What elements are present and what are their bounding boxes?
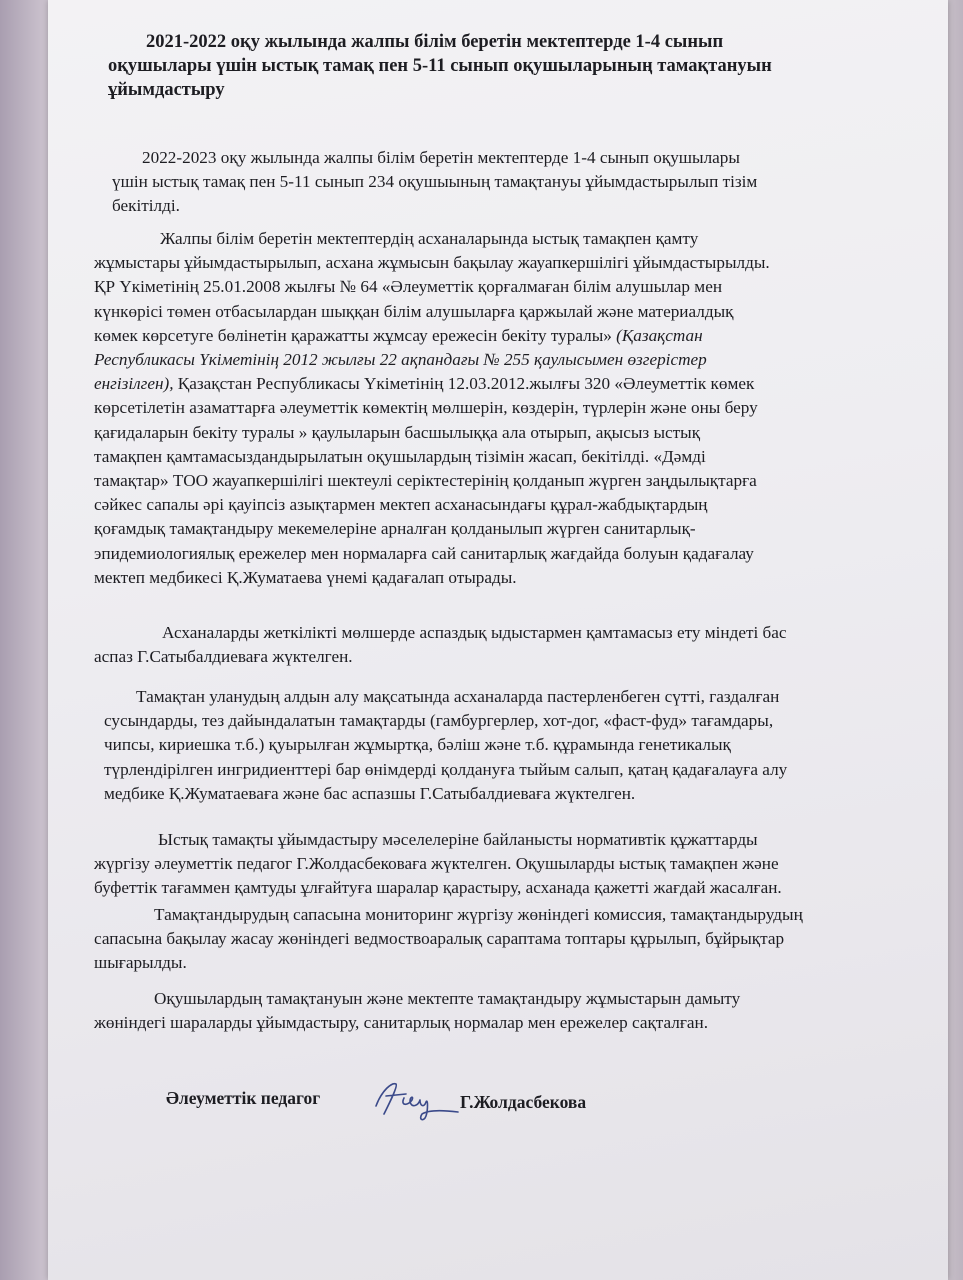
text-line: жүргізу әлеуметтік педагог Г.Жолдасбековаға жүктелген. Оқушыларды ыстық тамақпен және <box>94 854 779 874</box>
handwritten-signature-icon <box>362 1076 462 1124</box>
text-line: күнкөрісі төмен отбасылардан шыққан білім алушыларға қаржылай және материалдық <box>94 301 734 321</box>
text-segment: Қазақстан Республикасы Үкіметінің 12.03.2012.жылғы 320 «Әлеуметтік көмек <box>177 374 755 394</box>
text-line: үшін ыстық тамақ пен 5-11 сынып 234 оқушыының тамақтануы ұйымдастырылып тізім <box>112 172 758 192</box>
document-sheet <box>48 0 948 1280</box>
italic-segment: енгізілген), <box>94 374 174 394</box>
text-line: Ыстық тамақты ұйымдастыру мәселелеріне байланысты нормативтік құжаттарды <box>158 830 758 849</box>
document-heading <box>108 30 888 102</box>
paragraph-1 <box>112 146 902 219</box>
text-line: ҚР Үкіметінің 25.01.2008 жылғы № 64 «Әлеуметтік қорғалмаған білім алушылар мен <box>94 277 723 297</box>
text-line: медбике Қ.Жуматаеваға және бас аспазшы Г.Сатыбалдиеваға жүктелген. <box>104 783 636 803</box>
paragraph-5 <box>94 828 924 901</box>
italic-segment: Республикасы Үкіметінің 2012 жылғы 22 ақпандағы № 255 қаулысымен өзгерістер <box>94 350 707 370</box>
text-line: түрлендірілген ингридиенттері бар өнімдерді қолдануға тыйым салып, қатаң қадағалауға алу <box>104 759 788 779</box>
signatory-name: Г.Жолдасбекова <box>460 1092 587 1112</box>
text-line: тамақтар» ТОО жауапкершілігі шектеулі серіктестерінің қолданып жүрген заңдылықтарға <box>94 471 757 491</box>
paragraph-4 <box>104 685 924 806</box>
text-line: тамақпен қамтамасыздандырылатын оқушылардың тізімін жасап, бекітілді. «Дәмді <box>94 446 706 466</box>
text-line: Жалпы білім беретін мектептердің асханаларында ыстық тамақпен қамту <box>160 229 699 248</box>
text-line: Тамақтан уланудың алдын алу мақсатында асханаларда пастерленбеген сүтті, газдалған <box>136 687 780 706</box>
text-line: аспаз Г.Сатыбалдиеваға жүктелген. <box>94 647 353 667</box>
paragraph-6 <box>94 903 924 976</box>
text-line: жөніндегі шараларды ұйымдастыру, санитарлық нормалар мен ережелер сақталған. <box>94 1013 709 1033</box>
text-line: эпидемиологиялық ережелер мен нормаларға сай санитарлық жағдайда болуын қадағалау <box>94 543 754 563</box>
signatory-title: Әлеуметтік педагог <box>166 1088 321 1108</box>
text-line: сусындарды, тез дайындалатын тамақтарды (гамбургерлер, хот-дог, «фаст-фуд» тағамдары, <box>104 711 774 731</box>
text-line: бекітілді. <box>112 196 180 216</box>
text-line: сапасына бақылау жасау жөніндегі ведмоствоаралық сараптама топтары құрылып, бұйрықтар <box>94 929 785 949</box>
signature-block <box>166 1082 726 1132</box>
text-line: жұмыстары ұйымдастырылып, асхана жұмысын бақылау жауапкершілігі ұйымдастырылды. <box>94 253 770 273</box>
text-line: Тамақтандырудың сапасына мониторинг жүргізу жөніндегі комиссия, тамақтандырудың <box>154 905 803 924</box>
text-line: қоғамдық тамақтандыру мекемелеріне арналған қолданылып жүрген санитарлық- <box>94 519 696 539</box>
paragraph-7 <box>94 987 924 1035</box>
text-line: Асханаларды жеткілікті мөлшерде аспаздық ыдыстармен қамтамасыз ету міндеті бас <box>162 623 787 642</box>
text-line: 2022-2023 оқу жылында жалпы білім беретін мектептерде 1-4 сынып оқушылары <box>142 148 740 167</box>
italic-segment: (Қазақстан <box>616 325 703 345</box>
text-line: қағидаларын бекіту туралы » қаулыларын басшылыққа ала отырып, ақысыз ыстық <box>94 422 701 442</box>
paragraph-2 <box>94 227 914 590</box>
text-line: мектеп медбикесі Қ.Жуматаева үнемі қадағалап отырады. <box>94 567 517 587</box>
text-line <box>94 324 914 348</box>
text-line: шығарылды. <box>94 953 187 973</box>
paragraph-3 <box>94 621 914 669</box>
heading-line-2: оқушылары үшін ыстық тамақ пен 5-11 сынып оқушыларының тамақтануын <box>108 56 772 76</box>
text-line: буфеттік тағаммен қамтуды ұлғайтуға шаралар қарастыру, асханада қажетті жағдай жасалған. <box>94 878 782 898</box>
text-line: сәйкес сапалы әрі қауіпсіз азықтармен мектеп асханасындағы құрал-жабдықтардың <box>94 495 708 515</box>
text-line: чипсы, кириешка т.б.) қуырылған жұмыртқа, бәліш және т.б. құрамында генетикалық <box>104 735 731 755</box>
text-line <box>94 372 914 396</box>
text-line <box>94 348 914 372</box>
text-segment: көмек көрсетуге бөлінетін қаражатты жұмсау ережесін бекіту туралы» <box>94 325 612 345</box>
heading-line-1: 2021-2022 оқу жылында жалпы білім беретін мектептерде 1-4 сынып <box>146 32 724 52</box>
heading-line-3: ұйымдастыру <box>108 80 225 100</box>
text-line: көрсетілетін азаматтарға әлеуметтік көмектің мөлшерін, көздерін, түрлерін және оны беру <box>94 398 758 418</box>
text-line: Оқушылардың тамақтануын және мектепте тамақтандыру жұмыстарын дамыту <box>154 989 741 1008</box>
